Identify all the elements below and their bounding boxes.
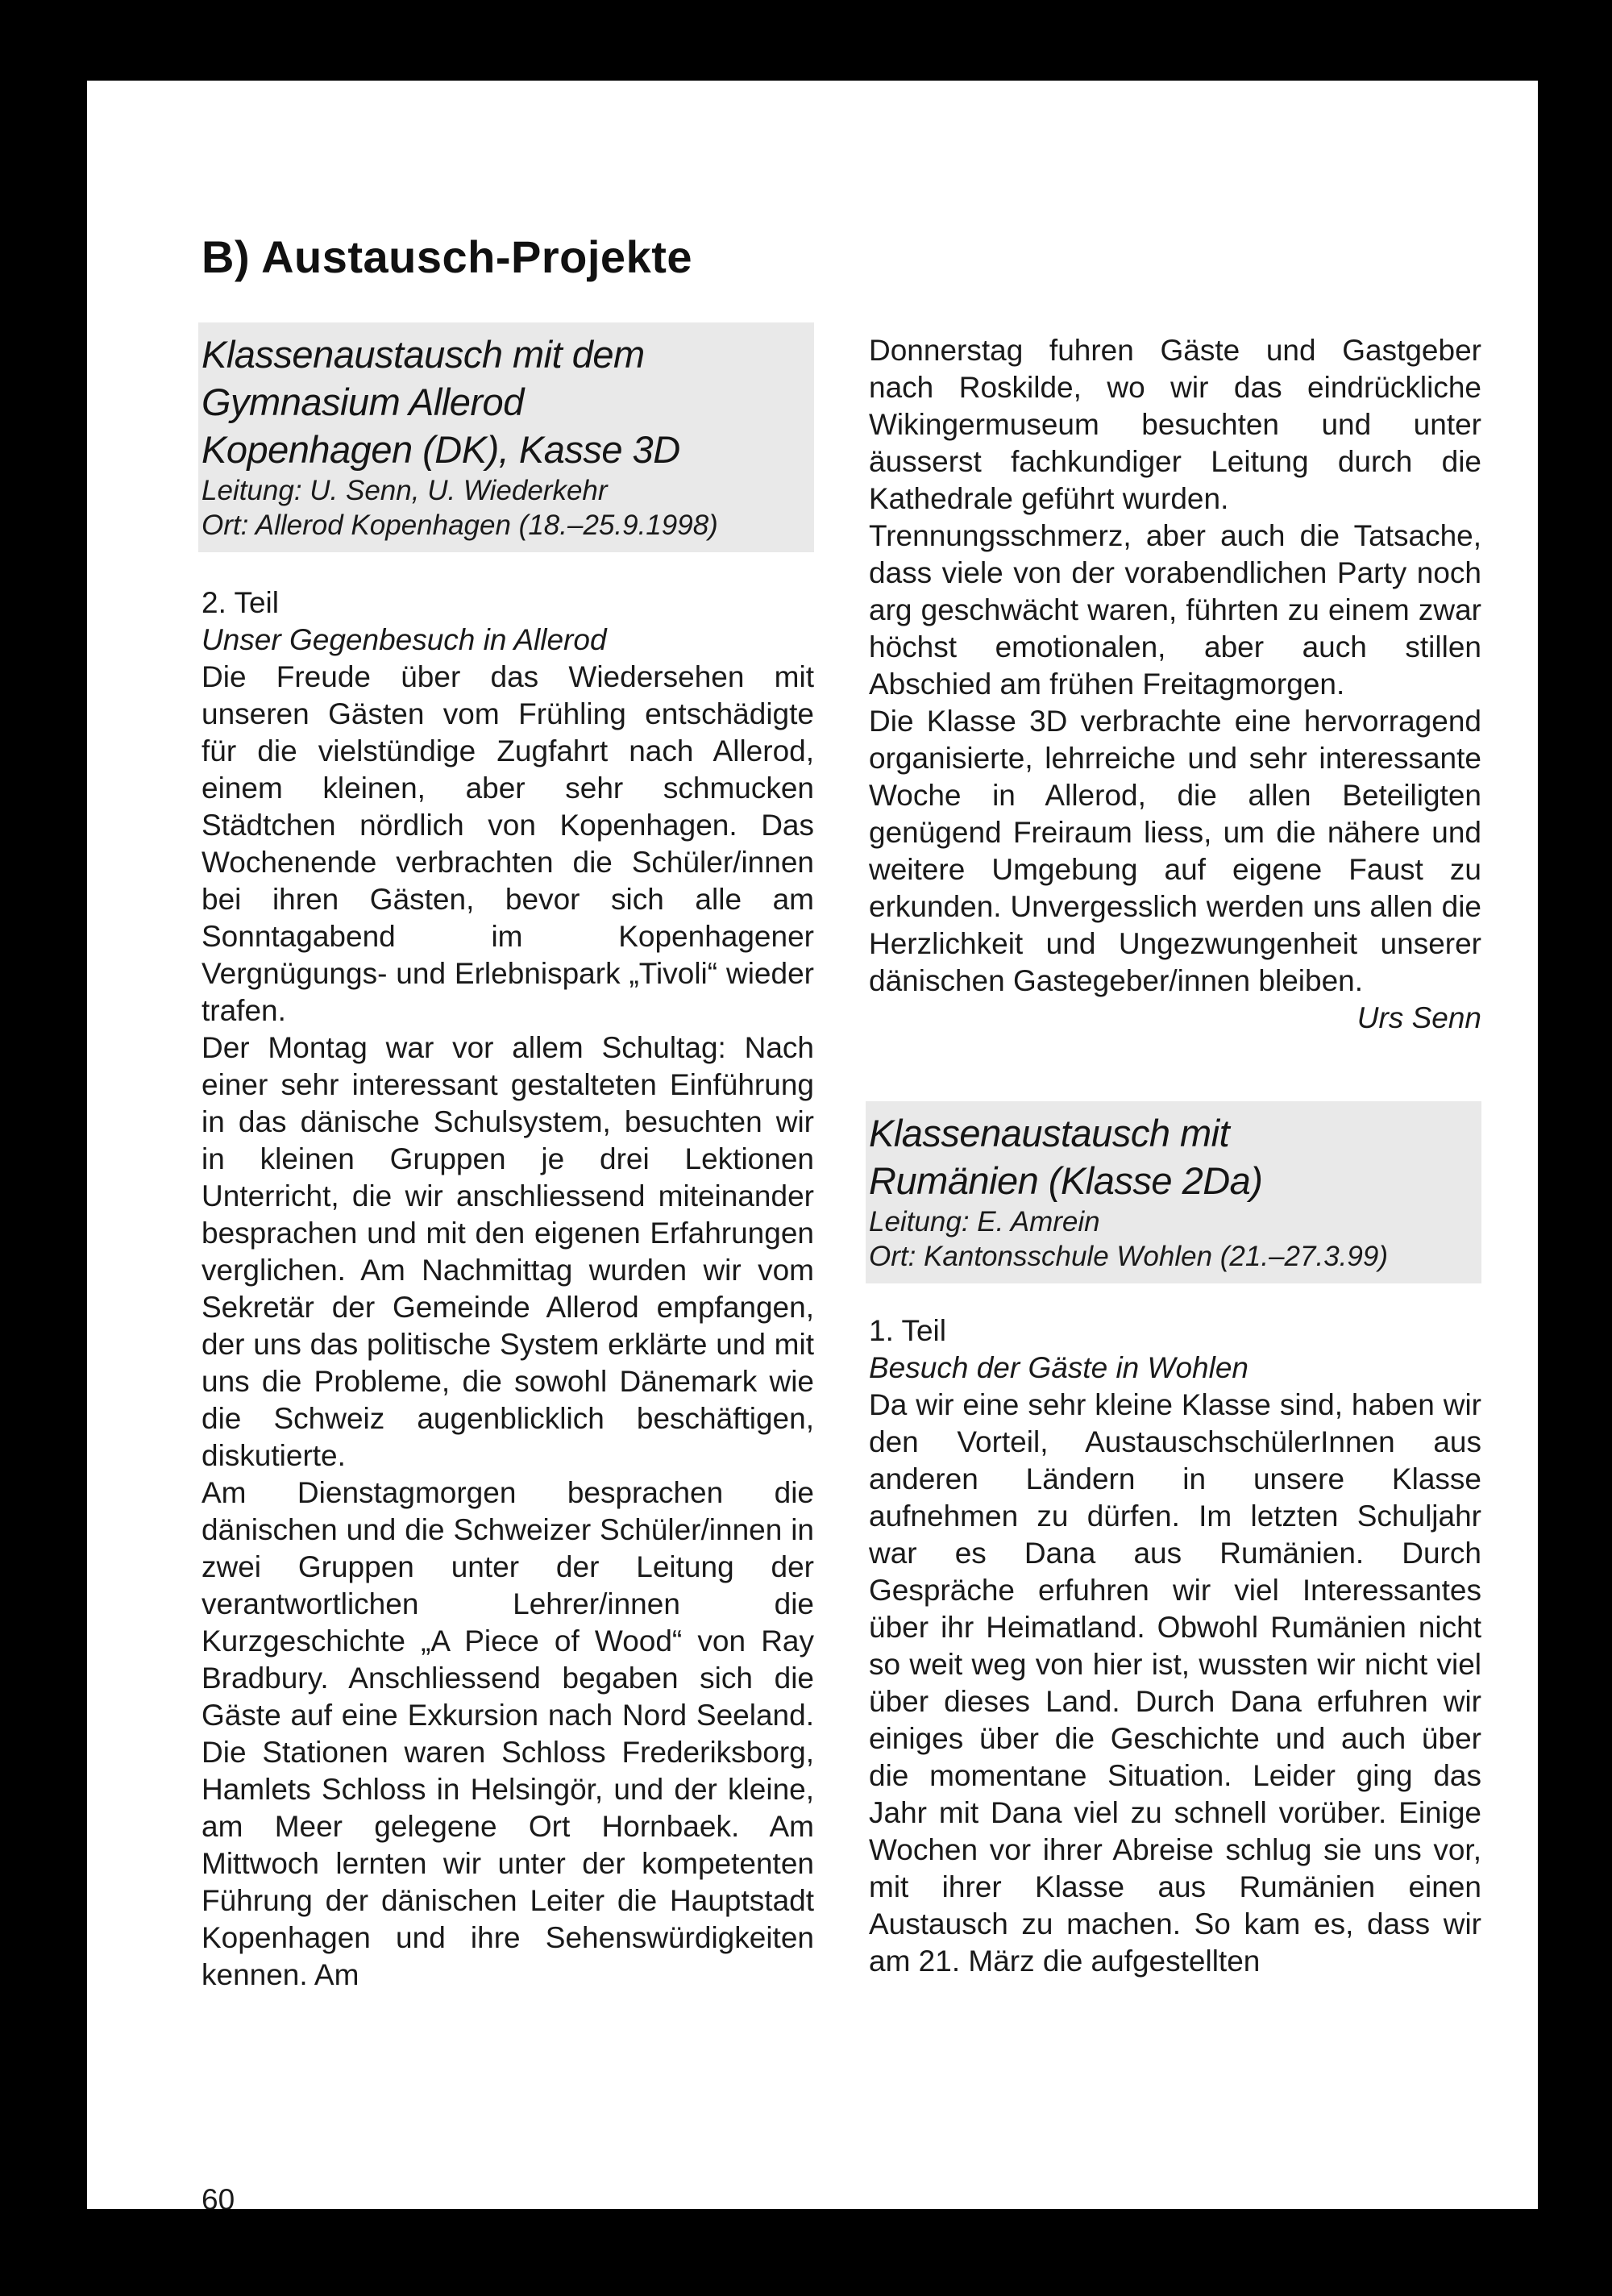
article1-paragraph: Der Montag war vor allem Schultag: Nach einer sehr interessant gestalteten Einführung in das dänische Schulsystem, besuchten wir in kleinen Gruppen je drei Lektionen Unterricht, die wir anschliessend miteinander besprachen und mit den eigenen Erfahrungen verglichen. Am Nachmittag wurden wir vom Sekretär der Gemeinde Allerod empfangen, der uns das politische System erklärte und mit uns die Probleme, die sowohl Dänemark wie die Schweiz augenblicklich beschäftigen, diskutierte.	[202, 1031, 814, 1472]
article1-leitung: Leitung: U. Senn, U. Wiederkehr	[202, 475, 608, 506]
article2-leitung: Leitung: E. Amrein	[869, 1206, 1100, 1237]
page-number: 60	[202, 2183, 235, 2209]
article2-paragraph: Da wir eine sehr kleine Klasse sind, haben wir den Vorteil, AustauschschülerInnen aus anderen Ländern in unsere Klasse aufnehmen zu dürfen. Im letzten Schuljahr war es Dana aus Rumänien. Durch Gespräche erfuhren wir viel Interessantes über ihr Heimatland. Obwohl Rumänien nicht so weit weg von hier ist, wussten wir nicht viel über dieses Land. Durch Dana erfuhren wir einiges über die Geschichte und auch über die momentane Situation. Leider ging das Jahr mit Dana viel zu schnell vorüber. Einige Wochen vor ihrer Abreise schlug sie uns vor, mit ihrer Klasse aus Rumänien einen Austausch zu machen. So kam es, dass wir am 21. März die aufgestellten	[869, 1388, 1481, 1978]
article1-title-line: Kopenhagen (DK), Kasse 3D	[202, 428, 680, 471]
article1-part: 2. Teil	[202, 586, 279, 619]
article1-title-line: Klassenaustausch mit dem	[202, 333, 645, 376]
article1-paragraph: Die Freude über das Wiedersehen mit unseren Gästen vom Frühling entschädigte für die vielstündige Zugfahrt nach Allerod, einem kleinen, aber sehr schmucken Städtchen nördlich von Kopenhagen. Das Wochenende verbrachten die Schüler/innen bei ihren Gästen, bevor sich alle am Sonntagabend im Kopenhagener Vergnügungs- und Erlebnispark „Tivoli“ wieder trafen.	[202, 660, 814, 1027]
article1-ort: Ort: Allerod Kopenhagen (18.–25.9.1998)	[202, 510, 718, 541]
article2-header-box	[866, 1101, 1481, 1283]
left-column	[202, 322, 814, 1994]
article2-title-line: Klassenaustausch mit	[869, 1112, 1230, 1154]
right-column	[869, 332, 1481, 1980]
article2-part: 1. Teil	[869, 1314, 946, 1347]
article1-paragraph: Donnerstag fuhren Gäste und Gastgeber nach Roskilde, wo wir das eindrückliche Wikingermuseum besuchten und unter äusserst fachkundiger Leitung durch die Kathedrale geführt wurden.	[869, 334, 1481, 515]
article1-paragraph: Trennungsschmerz, aber auch die Tatsache, dass viele von der vorabendlichen Party noch arg geschwächt waren, führten zu einem zwar höchst emotionalen, aber auch stillen Abschied am frühen Freitagmorgen.	[869, 519, 1481, 701]
article1-author: Urs Senn	[1356, 1001, 1481, 1034]
article1-title-line: Gymnasium Allerod	[202, 381, 524, 423]
article1-subtitle: Unser Gegenbesuch in Allerod	[202, 623, 607, 656]
article1-header-box	[198, 322, 814, 552]
article2-subtitle: Besuch der Gäste in Wohlen	[869, 1351, 1248, 1384]
article1-paragraph: Am Dienstagmorgen besprachen die dänischen und die Schweizer Schüler/innen in zwei Gruppen unter der Leitung der verantwortlichen Lehrer/innen die Kurzgeschichte „A Piece of Wood“ von Ray Bradbury. Anschliessend begaben sich die Gäste auf eine Exkursion nach Nord Seeland. Die Stationen waren Schloss Frederiksborg, Hamlets Schloss in Helsingör, und der kleine, am Meer gelegene Ort Hornbaek. Am Mittwoch lernten wir unter der kompetenten Führung der dänischen Leiter die Hauptstadt Kopenhagen und ihre Sehenswürdigkeiten kennen. Am	[202, 1476, 814, 1991]
document-page	[87, 81, 1538, 2209]
article2-ort: Ort: Kantonsschule Wohlen (21.–27.3.99)	[869, 1241, 1388, 1272]
article1-paragraph: Die Klasse 3D verbrachte eine hervorragend organisierte, lehrreiche und sehr interessante Woche in Allerod, die allen Beteiligten genügend Freiraum liess, um die nähere und weitere Umgebung auf eigene Faust zu erkunden. Unvergesslich werden uns allen die Herzlichkeit und Ungezwungenheit unserer dänischen Gastegeber/innen bleiben.	[869, 705, 1481, 997]
article2-title-line: Rumänien (Klasse 2Da)	[869, 1159, 1263, 1202]
section-title: B) Austausch-Projekte	[202, 231, 692, 282]
